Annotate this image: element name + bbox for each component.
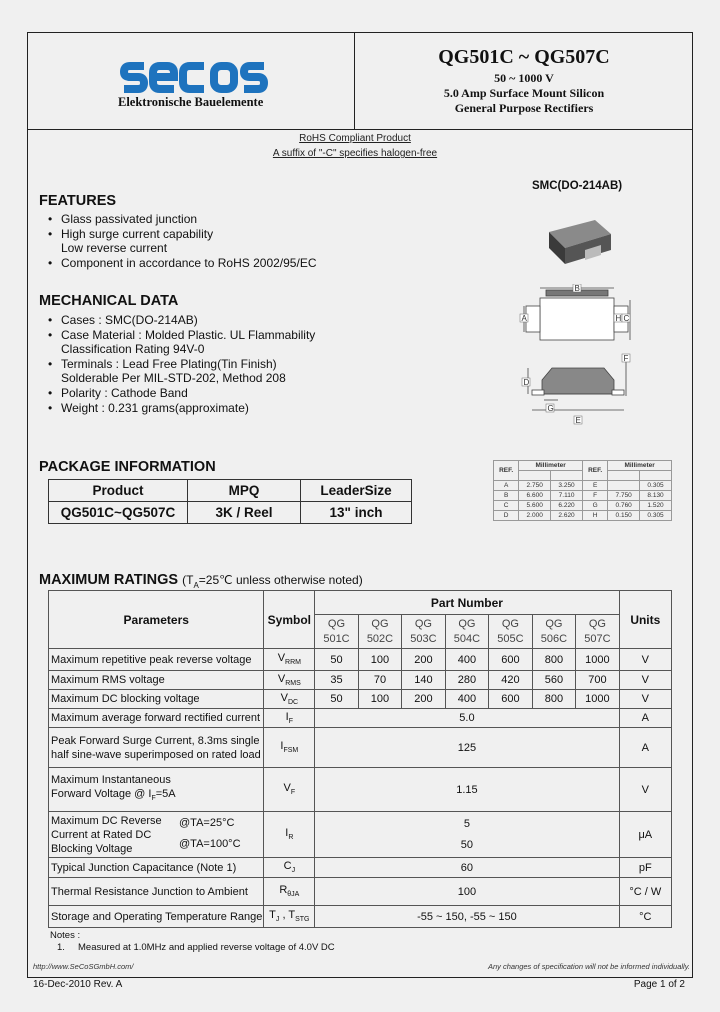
value-cell: 400: [445, 690, 488, 709]
part-header: QG 504C: [445, 615, 488, 649]
dim-label-e: E: [575, 416, 581, 425]
voltage-range: 50 ~ 1000 V: [494, 71, 554, 85]
value-cell: 60: [315, 858, 619, 878]
param-cell: Typical Junction Capacitance (Note 1): [49, 858, 264, 878]
symbol-cell: $T_J$ , $T_{STG}$: [264, 906, 315, 928]
value-cell: 700: [576, 671, 619, 690]
dim-label-a: A: [521, 314, 527, 323]
table-row: [494, 501, 672, 511]
table-header: MPQ: [188, 480, 301, 502]
symbol-cell: $I_F$: [264, 709, 315, 728]
table-row: [494, 481, 672, 491]
value-cell: 140: [402, 671, 445, 690]
symbol-cell: $R_{\theta JA}$: [264, 878, 315, 906]
table-cell: 3K / Reel: [188, 502, 301, 524]
table-header: REF.: [582, 461, 607, 481]
dim-label-f: F: [623, 354, 629, 363]
product-desc-line1: 5.0 Amp Surface Mount Silicon: [443, 86, 605, 100]
value-cell: 5 50: [315, 812, 619, 858]
unit-cell: μA: [619, 812, 671, 858]
features-list: [48, 212, 317, 270]
table-cell: 7.750: [608, 491, 640, 501]
value-cell: 800: [532, 649, 575, 671]
value-cell: 100: [358, 690, 401, 709]
table-cell: F: [582, 491, 607, 501]
table-cell: 6.600: [519, 491, 551, 501]
value-cell: 600: [489, 649, 532, 671]
dim-label-d: D: [523, 378, 530, 387]
dim-label-h: H: [615, 314, 622, 323]
value-cell: 420: [489, 671, 532, 690]
table-header: Units: [619, 591, 671, 649]
table-cell: 0.305: [640, 481, 672, 491]
table-row: [49, 728, 672, 768]
value-cell: 1000: [576, 690, 619, 709]
value-cell: 400: [445, 649, 488, 671]
param-cell: Storage and Operating Temperature Range: [49, 906, 264, 928]
table-header-row: [49, 480, 412, 502]
value-cell: -55 ~ 150, -55 ~ 150: [315, 906, 619, 928]
value-cell: 1000: [576, 649, 619, 671]
table-row: [49, 709, 672, 728]
list-item: Low reverse current: [61, 241, 168, 256]
value-cell: 50: [315, 690, 358, 709]
table-row: [49, 671, 672, 690]
table-header: Millimeter: [519, 461, 583, 471]
table-cell: 2.620: [551, 511, 583, 521]
param-cell: Maximum RMS voltage: [49, 671, 264, 690]
package-info-title: PACKAGE INFORMATION: [39, 459, 216, 475]
table-cell: 6.220: [551, 501, 583, 511]
list-item: • Weight : 0.231 grams(approximate): [48, 401, 315, 416]
value-cell: 50: [315, 649, 358, 671]
table-cell: 8.130: [640, 491, 672, 501]
list-item: • High surge current capability: [48, 227, 317, 242]
symbol-cell: $V_F$: [264, 768, 315, 812]
product-desc-line2: General Purpose Rectifiers: [454, 101, 594, 115]
secos-logo-art: [120, 58, 268, 96]
table-cell: 2.000: [519, 511, 551, 521]
table-cell: [608, 481, 640, 491]
value-cell: 800: [532, 690, 575, 709]
part-header: QG 507C: [576, 615, 619, 649]
table-cell: G: [582, 501, 607, 511]
table-header: LeaderSize: [301, 480, 412, 502]
unit-cell: V: [619, 768, 671, 812]
table-cell: C: [494, 501, 519, 511]
part-header: QG 505C: [489, 615, 532, 649]
dimension-table: [493, 460, 672, 521]
package-outline-drawing: [518, 284, 636, 430]
table-row: [49, 906, 672, 928]
table-cell: 5.600: [519, 501, 551, 511]
table-cell: 2.750: [519, 481, 551, 491]
mechanical-list: [48, 313, 315, 415]
table-header: Parameters: [49, 591, 264, 649]
param-cell: Maximum DC Reverse Current at Rated DC Blocking Voltage @TA=25°C @TA=100°C: [49, 812, 264, 858]
list-item-cont: Solderable Per MIL-STD-202, Method 208: [61, 371, 286, 386]
unit-cell: A: [619, 728, 671, 768]
value-cell: 560: [532, 671, 575, 690]
param-cell: Maximum DC blocking voltage: [49, 690, 264, 709]
symbol-cell: $I_{FSM}$: [264, 728, 315, 768]
value-cell: 600: [489, 690, 532, 709]
list-item: • Polarity : Cathode Band: [48, 386, 315, 401]
unit-cell: V: [619, 649, 671, 671]
param-cell: Maximum Instantaneous Forward Voltage @ $I_F=5A$: [49, 768, 264, 812]
table-row: [49, 502, 412, 524]
dim-label-b: B: [574, 284, 580, 293]
list-item: • Cases : SMC(DO-214AB): [48, 313, 315, 328]
footer-page: Page 1 of 2: [633, 979, 685, 990]
value-cell: 1.15: [315, 768, 619, 812]
table-row: [49, 649, 672, 671]
table-cell: QG501C~QG507C: [49, 502, 188, 524]
table-row: [494, 491, 672, 501]
ratings-title: [39, 572, 363, 590]
list-item: • Case Material : Molded Plastic. UL Flammability: [48, 328, 315, 343]
table-cell: 3.250: [551, 481, 583, 491]
unit-cell: V: [619, 671, 671, 690]
table-cell: 0.150: [608, 511, 640, 521]
part-header: QG 506C: [532, 615, 575, 649]
table-cell: 0.305: [640, 511, 672, 521]
logo-subtitle: Elektronische Bauelemente: [118, 95, 264, 109]
table-cell: B: [494, 491, 519, 501]
table-header-row: [49, 591, 672, 615]
value-cell: 200: [402, 690, 445, 709]
rohs-line1: RoHS Compliant Product: [299, 133, 411, 144]
mechanical-title: MECHANICAL DATA: [39, 293, 179, 309]
part-header: QG 503C: [402, 615, 445, 649]
part-range-title: QG501C ~ QG507C: [438, 46, 610, 68]
unit-cell: °C: [619, 906, 671, 928]
value-cell: 280: [445, 671, 488, 690]
list-item: [48, 371, 315, 386]
unit-cell: V: [619, 690, 671, 709]
table-cell: 0.760: [608, 501, 640, 511]
table-header-row: [494, 461, 672, 471]
table-cell: 1.520: [640, 501, 672, 511]
table-cell: H: [582, 511, 607, 521]
table-cell: 7.110: [551, 491, 583, 501]
value-cell: 70: [358, 671, 401, 690]
value-cell: 125: [315, 728, 619, 768]
table-row: [49, 768, 672, 812]
ratings-title-text: MAXIMUM RATINGS: [39, 572, 179, 588]
list-item: • Glass passivated junction: [48, 212, 317, 227]
symbol-cell: $V_{RMS}$: [264, 671, 315, 690]
dim-label-g: G: [547, 404, 554, 413]
notes-title: Notes :: [50, 930, 81, 941]
rohs-line2: A suffix of "-C" specifies halogen-free: [272, 148, 438, 159]
ratings-cond-pre: (T: [182, 573, 194, 587]
footer-date: 16-Dec-2010 Rev. A: [33, 979, 123, 990]
part-header: QG 502C: [358, 615, 401, 649]
symbol-cell: $I_R$: [264, 812, 315, 858]
features-title: FEATURES: [39, 193, 117, 209]
symbol-cell: $C_J$: [264, 858, 315, 878]
max-ratings-table: [48, 590, 672, 928]
unit-cell: A: [619, 709, 671, 728]
table-header: Symbol: [264, 591, 315, 649]
param-cell: Thermal Resistance Junction to Ambient: [49, 878, 264, 906]
table-row: [494, 511, 672, 521]
table-header: Millimeter: [608, 461, 672, 471]
param-cell: Maximum average forward rectified current: [49, 709, 264, 728]
table-row: [49, 878, 672, 906]
list-item-cont: Classification Rating 94V-0: [61, 342, 205, 357]
list-item: [48, 342, 315, 357]
list-item: • Component in accordance to RoHS 2002/95/EC: [48, 256, 317, 271]
symbol-cell: $V_{DC}$: [264, 690, 315, 709]
table-row: [49, 690, 672, 709]
table-cell: E: [582, 481, 607, 491]
table-header: Product: [49, 480, 188, 502]
part-header: QG 501C: [315, 615, 358, 649]
value-cell: 100: [358, 649, 401, 671]
ratings-cond-sub: A: [193, 580, 199, 590]
unit-cell: pF: [619, 858, 671, 878]
value-cell: 200: [402, 649, 445, 671]
value-cell: 35: [315, 671, 358, 690]
table-header: REF.: [494, 461, 519, 481]
table-cell: D: [494, 511, 519, 521]
table-row: [49, 858, 672, 878]
package-3d-image: [545, 212, 615, 268]
footer-url[interactable]: http://www.SeCoSGmbH.com/: [33, 962, 134, 971]
dim-label-c: C: [623, 314, 630, 323]
value-cell: 100: [315, 878, 619, 906]
footer-disclaimer: Any changes of specification will not be informed individually.: [487, 962, 690, 971]
package-info-table: [48, 479, 412, 524]
ratings-cond-post: =25℃ unless otherwise noted): [198, 573, 363, 587]
unit-cell: °C / W: [619, 878, 671, 906]
table-cell: A: [494, 481, 519, 491]
note-number: 1.: [57, 942, 65, 953]
table-cell: 13" inch: [301, 502, 412, 524]
value-cell: 5.0: [315, 709, 619, 728]
param-cell: Peak Forward Surge Current, 8.3ms single half sine-wave superimposed on rated load: [49, 728, 264, 768]
param-cell: Maximum repetitive peak reverse voltage: [49, 649, 264, 671]
table-row: [49, 812, 672, 858]
note-1: Measured at 1.0MHz and applied reverse voltage of 4.0V DC: [78, 942, 335, 953]
package-label: SMC(DO-214AB): [532, 180, 623, 192]
table-header: Part Number: [315, 591, 619, 615]
list-item: • Terminals : Lead Free Plating(Tin Finish): [48, 357, 315, 372]
symbol-cell: $V_{RRM}$: [264, 649, 315, 671]
